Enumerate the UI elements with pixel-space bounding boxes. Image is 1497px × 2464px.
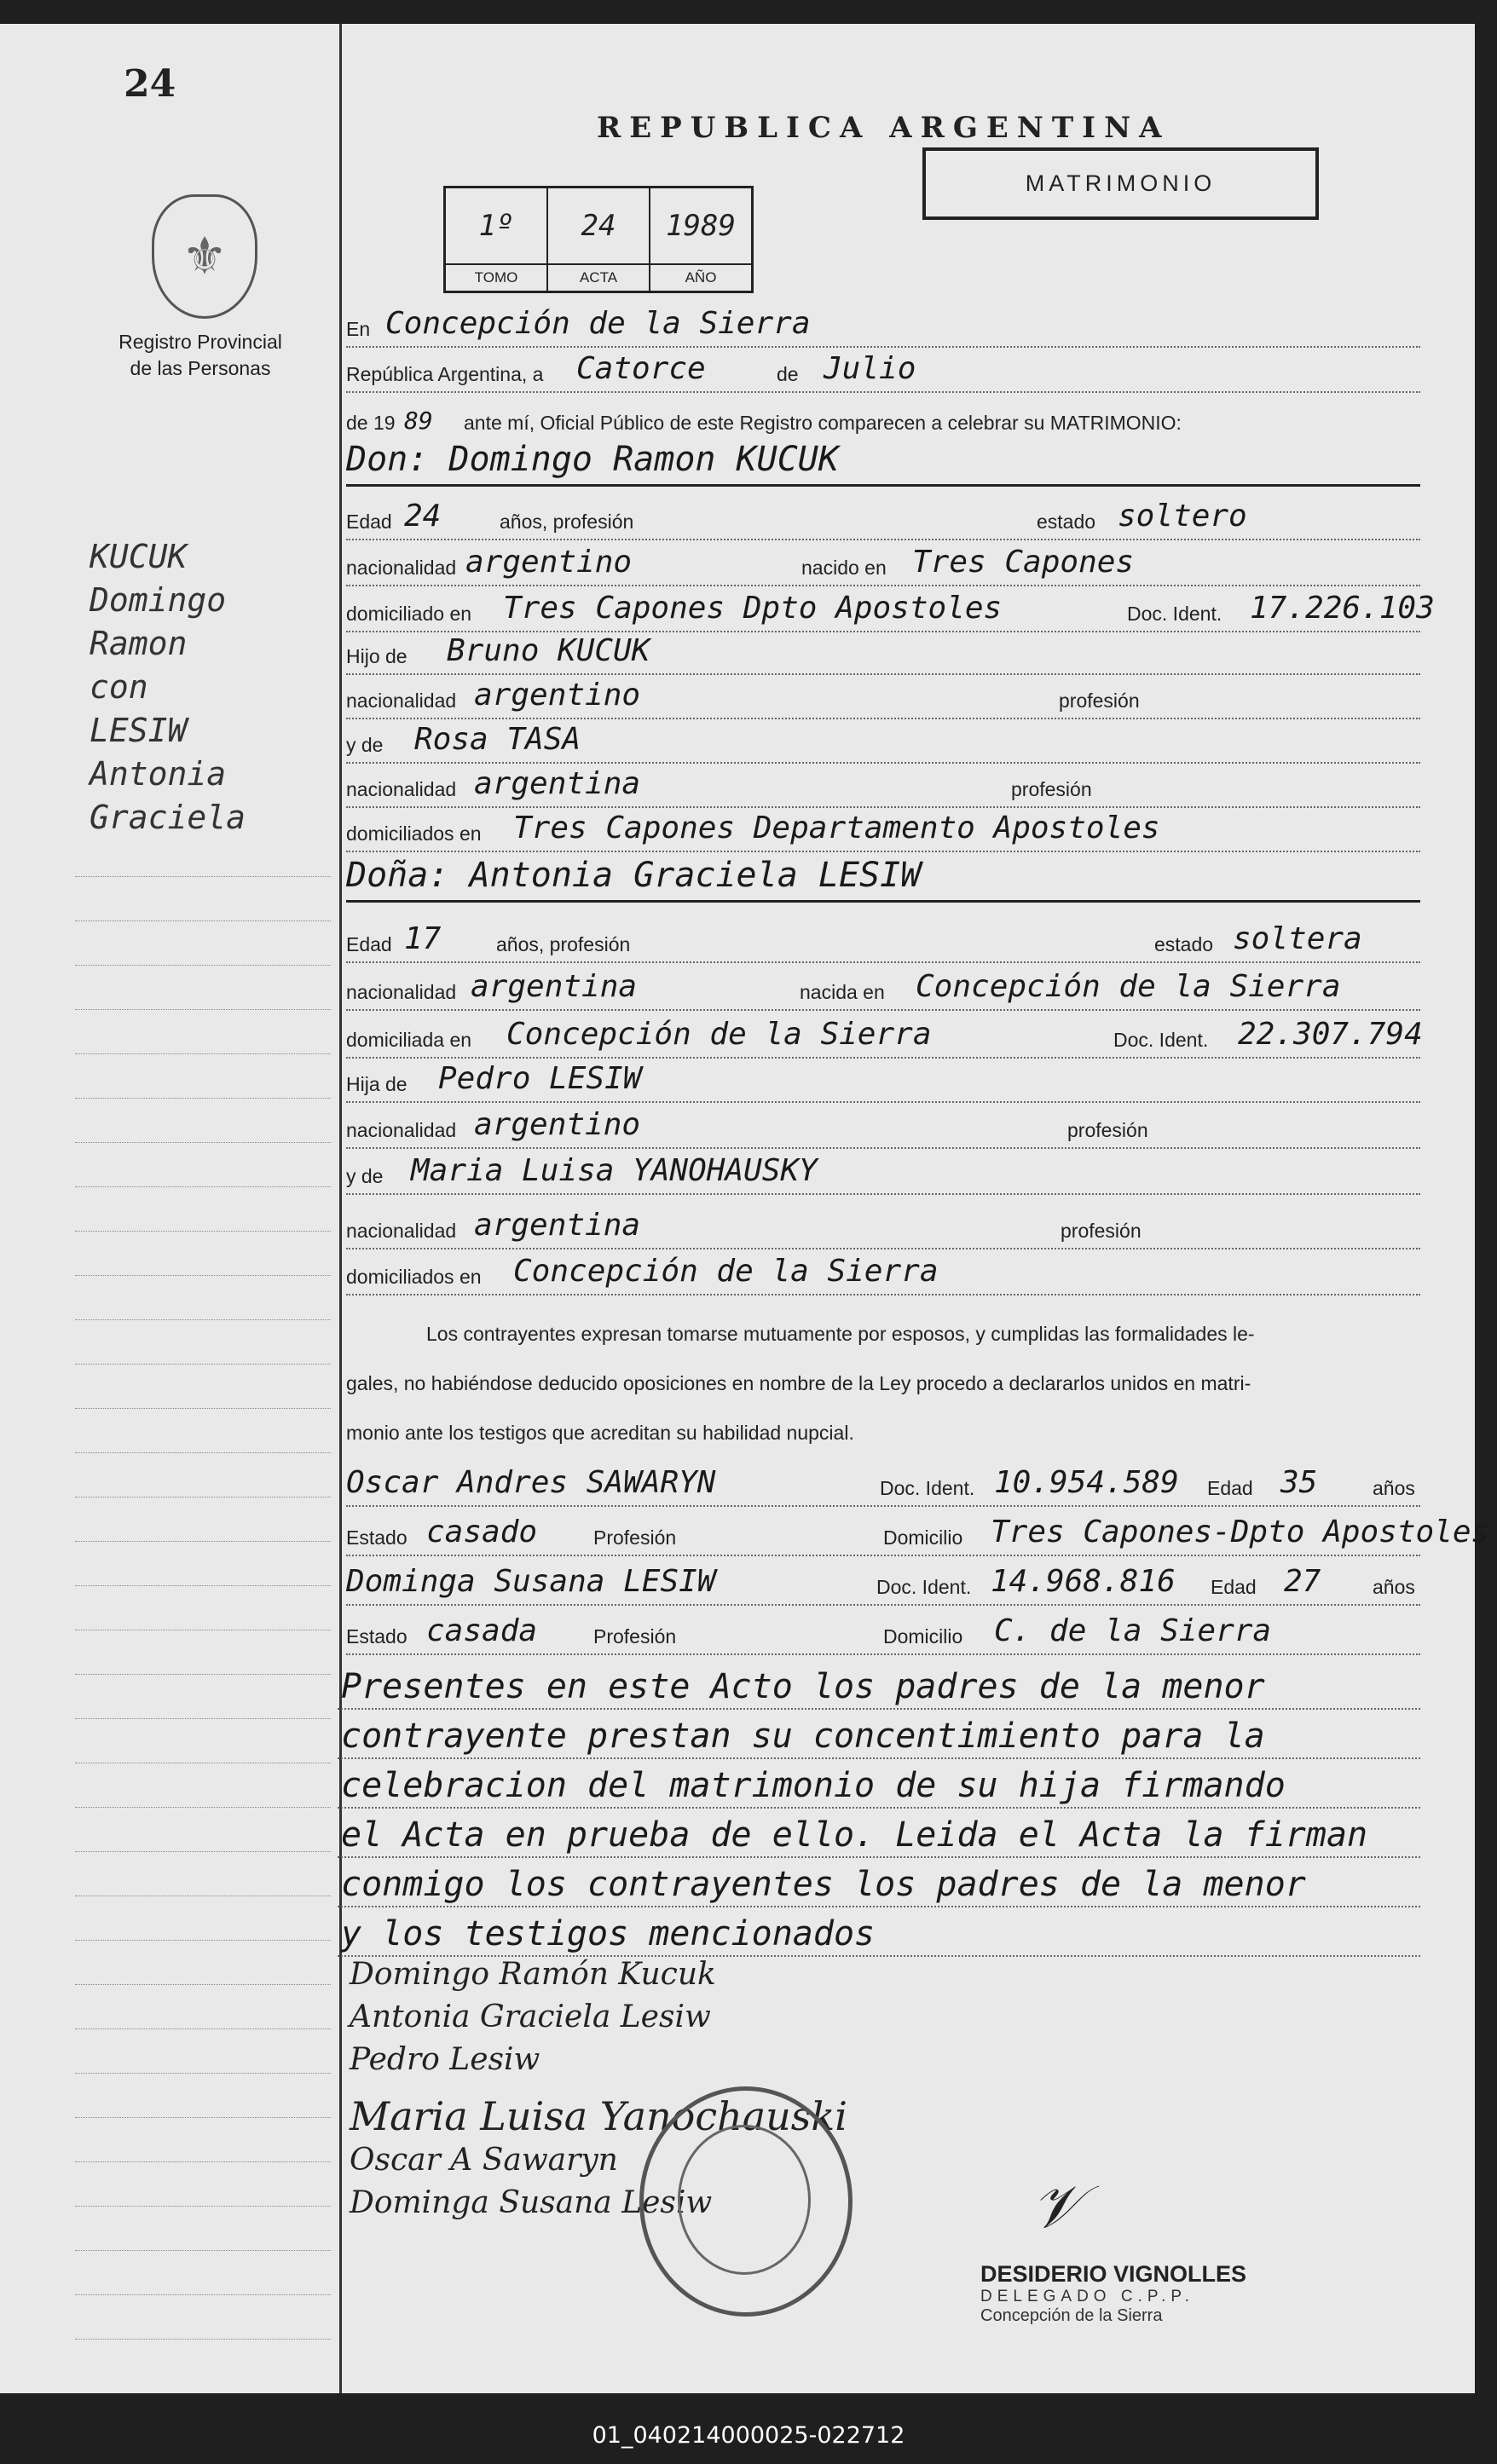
doc-label: Doc. Ident. (1127, 603, 1222, 625)
witness-2-estado: casada (426, 1613, 538, 1648)
bride-domicile: Concepción de la Sierra (506, 1017, 932, 1052)
groom-name: Don: Domingo Ramon KUCUK (346, 440, 839, 479)
and-of-label: y de (346, 734, 384, 756)
official-block (980, 2261, 1246, 2326)
month-value: Julio (824, 351, 916, 386)
groom-parents-domicile-row (346, 810, 1420, 852)
bride-father-nat-row (346, 1106, 1420, 1149)
note-line (338, 1659, 1420, 1710)
witness-2-row (346, 1563, 1420, 1606)
official-stamp-icon (639, 2086, 853, 2317)
margin-ruled-line (75, 1984, 331, 1985)
bride-mother-nat-row (346, 1207, 1420, 1249)
declaration-line-2: gales, no habiéndose deducido oposiciones en nombre de la Ley procedo a declararlos unidos en matri- (346, 1372, 1251, 1394)
groom-name-row (346, 440, 1420, 487)
domiciled-label: domiciliados en (346, 1266, 482, 1288)
note-text: y los testigos mencionados (341, 1914, 876, 1953)
year-value: 89 (404, 407, 433, 435)
groom-estado: soltero (1118, 499, 1247, 534)
official-title: DELEGADO C.P.P. (980, 2288, 1194, 2305)
bride-birthplace: Concepción de la Sierra (916, 969, 1341, 1004)
margin-ruled-line (75, 920, 331, 921)
estado-label: estado (1037, 511, 1096, 533)
document-type-box: MATRIMONIO (922, 147, 1319, 220)
daughter-of-label: Hija de (346, 1073, 407, 1095)
groom-age: 24 (404, 499, 442, 534)
margin-ruled-line (75, 1585, 331, 1586)
groom-father-row (346, 632, 1420, 675)
place-value: Concepción de la Sierra (385, 306, 811, 341)
bride-nationality: argentina (471, 969, 638, 1004)
registry-name (85, 329, 315, 382)
groom-domicile-row (346, 590, 1435, 632)
bride-nationality-row (346, 968, 1420, 1011)
nationality-label: nacionalidad (346, 1119, 457, 1141)
signature: Pedro Lesiw (350, 2042, 540, 2077)
note-line (338, 1906, 1420, 1957)
witness-1-estado: casado (426, 1515, 538, 1549)
witness-1-doc: 10.954.589 (994, 1465, 1179, 1500)
margin-note-line: Graciela (90, 799, 246, 836)
bride-mother-row (346, 1152, 1420, 1195)
groom-nationality-row (346, 544, 1420, 586)
note-text: contrayente prestan su concentimiento para la (341, 1717, 1265, 1756)
note-text: conmigo los contrayentes los padres de la menor (341, 1865, 1306, 1904)
margin-ruled-line (75, 2161, 331, 2162)
margin-ruled-line (75, 1186, 331, 1187)
stamp-inner-ring (678, 2125, 811, 2275)
provincial-seal-icon: ⚜ (152, 194, 257, 319)
margin-ruled-line (75, 1452, 331, 1453)
signature: Oscar A Sawaryn (350, 2143, 618, 2178)
margin-note-line: KUCUK (90, 538, 188, 575)
signature: Antonia Graciela Lesiw (350, 1999, 711, 2034)
groom-mother-row (346, 721, 1420, 764)
note-line (338, 1757, 1420, 1809)
note-line (338, 1807, 1420, 1858)
anio-label: AÑO (685, 269, 717, 286)
witness-doc-label: Doc. Ident. (876, 1576, 972, 1598)
official-signature-icon: 𝒱 (1032, 2172, 1082, 2242)
margin-ruled-line (75, 2117, 331, 2118)
bride-father-nationality: argentino (474, 1107, 641, 1142)
witness-1-row (346, 1464, 1420, 1507)
nationality-label: nacionalidad (346, 1220, 457, 1242)
margin-ruled-line (75, 1674, 331, 1675)
margin-ruled-line (75, 2206, 331, 2207)
and-of-label: y de (346, 1165, 384, 1187)
official-place: Concepción de la Sierra (980, 2306, 1163, 2325)
profession-label: profesión (1061, 1220, 1142, 1242)
margin-ruled-line (75, 2073, 331, 2074)
margin-ruled-line (75, 1231, 331, 1232)
margin-ruled-line (75, 1053, 331, 1054)
note-text: celebracion del matrimonio de su hija firmando (341, 1766, 1286, 1805)
witness-1-age: 35 (1280, 1465, 1318, 1500)
margin-ruled-line (75, 1541, 331, 1542)
witness-years-label: años (1373, 1477, 1415, 1499)
groom-father-nat-row (346, 677, 1420, 719)
signature: Domingo Ramón Kucuk (350, 1957, 716, 1992)
witness-years-label: años (1373, 1576, 1415, 1598)
groom-age-row (346, 498, 1420, 540)
nationality-label: nacionalidad (346, 778, 457, 800)
anio-cell (650, 188, 751, 291)
date-row (346, 350, 1420, 393)
document-id: 01_040214000025-022712 (592, 2422, 905, 2449)
bride-mother: Maria Luisa YANOHAUSKY (411, 1153, 818, 1188)
domiciled-label: domiciliados en (346, 822, 482, 845)
domicile-label: domiciliada en (346, 1029, 472, 1051)
witness-profession-label: Profesión (593, 1625, 677, 1647)
margin-note-line: LESIW (90, 712, 188, 749)
acta-value: 24 (548, 188, 649, 265)
en-label: En (346, 318, 371, 340)
nationality-label: nacionalidad (346, 690, 457, 712)
witness-domicile-label: Domicilio (883, 1526, 963, 1549)
profession-label: profesión (1059, 690, 1140, 712)
groom-doc: 17.226.103 (1250, 591, 1435, 626)
bride-age: 17 (404, 921, 442, 956)
margin-ruled-line (75, 1009, 331, 1010)
margin-ruled-line (75, 1408, 331, 1409)
groom-father: Bruno KUCUK (447, 633, 650, 668)
acta-cell (548, 188, 650, 291)
profession-label: profesión (1067, 1119, 1148, 1141)
witness-2-age: 27 (1284, 1564, 1321, 1599)
note-text: el Acta en prueba de ello. Leida el Acta la firman (341, 1815, 1368, 1855)
witness-estado-label: Estado (346, 1625, 407, 1647)
tomo-cell (446, 188, 548, 291)
margin-ruled-line (75, 965, 331, 966)
record-page (0, 24, 1490, 2393)
bride-name-row (346, 856, 1420, 903)
witness-age-label: Edad (1211, 1576, 1257, 1598)
anio-value: 1989 (650, 188, 751, 265)
country-title: REPUBLICA ARGENTINA (597, 111, 1170, 145)
nationality-label: nacionalidad (346, 981, 457, 1003)
born-in-label: nacido en (801, 557, 887, 579)
margin-note-line: con (90, 668, 148, 706)
declaration-line-1: Los contrayentes expresan tomarse mutuamente por esposos, y cumplidas las formalidades le- (426, 1323, 1255, 1345)
margin-note-line: Ramon (90, 625, 188, 662)
born-in-label: nacida en (800, 981, 885, 1003)
margin-ruled-line (75, 1718, 331, 1719)
groom-mother-nationality: argentina (474, 766, 641, 801)
year-prefix: de 19 (346, 412, 396, 434)
margin-ruled-line (75, 2339, 331, 2340)
margin-ruled-line (75, 1364, 331, 1365)
groom-mother-nat-row (346, 765, 1420, 808)
place-row (346, 305, 1420, 348)
page-number: 24 (124, 62, 176, 106)
son-of-label: Hijo de (346, 645, 407, 667)
groom-mother: Rosa TASA (414, 722, 581, 757)
signature: Dominga Susana Lesiw (350, 2185, 713, 2220)
bride-domicile-row (346, 1016, 1423, 1059)
margin-ruled-line (75, 1851, 331, 1852)
groom-father-nationality: argentino (474, 678, 641, 713)
witness-estado-label: Estado (346, 1526, 407, 1549)
republic-label: República Argentina, a (346, 363, 544, 385)
bride-doc: 22.307.794 (1238, 1017, 1423, 1052)
domicile-label: domiciliado en (346, 603, 472, 625)
margin-ruled-line (75, 1319, 331, 1320)
reference-box (443, 186, 754, 293)
statement-row (346, 399, 1420, 440)
witness-1-name: Oscar Andres SAWARYN (346, 1465, 716, 1500)
left-margin-column (0, 24, 342, 2393)
age-label: Edad (346, 933, 392, 955)
registry-line-1: Registro Provincial (118, 331, 282, 353)
margin-ruled-line (75, 876, 331, 877)
bride-estado: soltera (1233, 921, 1362, 956)
bride-parents-domicile-row (346, 1253, 1420, 1295)
official-name: DESIDERIO VIGNOLLES (980, 2261, 1247, 2287)
witness-age-label: Edad (1207, 1477, 1253, 1499)
bride-mother-nationality: argentina (474, 1208, 641, 1243)
margin-ruled-line (75, 2028, 331, 2029)
estado-label: estado (1154, 933, 1214, 955)
bride-name: Doña: Antonia Graciela LESIW (346, 856, 922, 895)
margin-ruled-line (75, 1807, 331, 1808)
bride-age-row (346, 920, 1420, 963)
bride-father-row (346, 1060, 1420, 1103)
day-value: Catorce (576, 351, 706, 386)
witness-1-domicile: Tres Capones-Dpto Apostoles (991, 1515, 1490, 1549)
registry-line-2: de las Personas (130, 357, 271, 379)
nationality-label: nacionalidad (346, 557, 457, 579)
margin-ruled-line (75, 1098, 331, 1099)
de-label: de (777, 363, 799, 385)
margin-note (90, 535, 246, 840)
witness-domicile-label: Domicilio (883, 1625, 963, 1647)
groom-parents-domicile: Tres Capones Departamento Apostoles (513, 811, 1160, 845)
margin-note-line: Antonia (90, 755, 227, 793)
witness-1-detail-row (346, 1514, 1490, 1556)
years-profession-label: años, profesión (496, 933, 631, 955)
margin-ruled-line (75, 1142, 331, 1143)
margin-ruled-line (75, 1275, 331, 1276)
margin-note-line: Domingo (90, 581, 227, 619)
groom-birthplace: Tres Capones (912, 545, 1135, 580)
doc-label: Doc. Ident. (1113, 1029, 1209, 1051)
declaration-line-3: monio ante los testigos que acreditan su habilidad nupcial. (346, 1422, 854, 1444)
witness-profession-label: Profesión (593, 1526, 677, 1549)
statement-text: ante mí, Oficial Público de este Registro comparecen a celebrar su MATRIMONIO: (464, 412, 1182, 434)
note-line (338, 1856, 1420, 1907)
margin-ruled-line (75, 2250, 331, 2251)
witness-2-name: Dominga Susana LESIW (346, 1564, 716, 1599)
witness-doc-label: Doc. Ident. (880, 1477, 975, 1499)
note-text: Presentes en este Acto los padres de la menor (341, 1667, 1265, 1706)
margin-ruled-line (75, 1940, 331, 1941)
bride-father: Pedro LESIW (438, 1061, 642, 1096)
signature: Maria Luisa Yanochauski (350, 2093, 847, 2139)
tomo-label: TOMO (474, 269, 518, 286)
profession-label: profesión (1011, 778, 1092, 800)
groom-nationality: argentino (465, 545, 633, 580)
bride-parents-domicile: Concepción de la Sierra (513, 1254, 939, 1289)
tomo-value: 1º (446, 188, 546, 265)
acta-label: ACTA (579, 269, 618, 286)
years-profession-label: años, profesión (500, 511, 634, 533)
note-line (338, 1708, 1420, 1759)
witness-2-domicile: C. de la Sierra (994, 1613, 1272, 1648)
witness-2-doc: 14.968.816 (991, 1564, 1176, 1599)
age-label: Edad (346, 511, 392, 533)
witness-2-detail-row (346, 1613, 1420, 1655)
margin-ruled-line (75, 2294, 331, 2295)
groom-domicile: Tres Capones Dpto Apostoles (503, 591, 1003, 626)
